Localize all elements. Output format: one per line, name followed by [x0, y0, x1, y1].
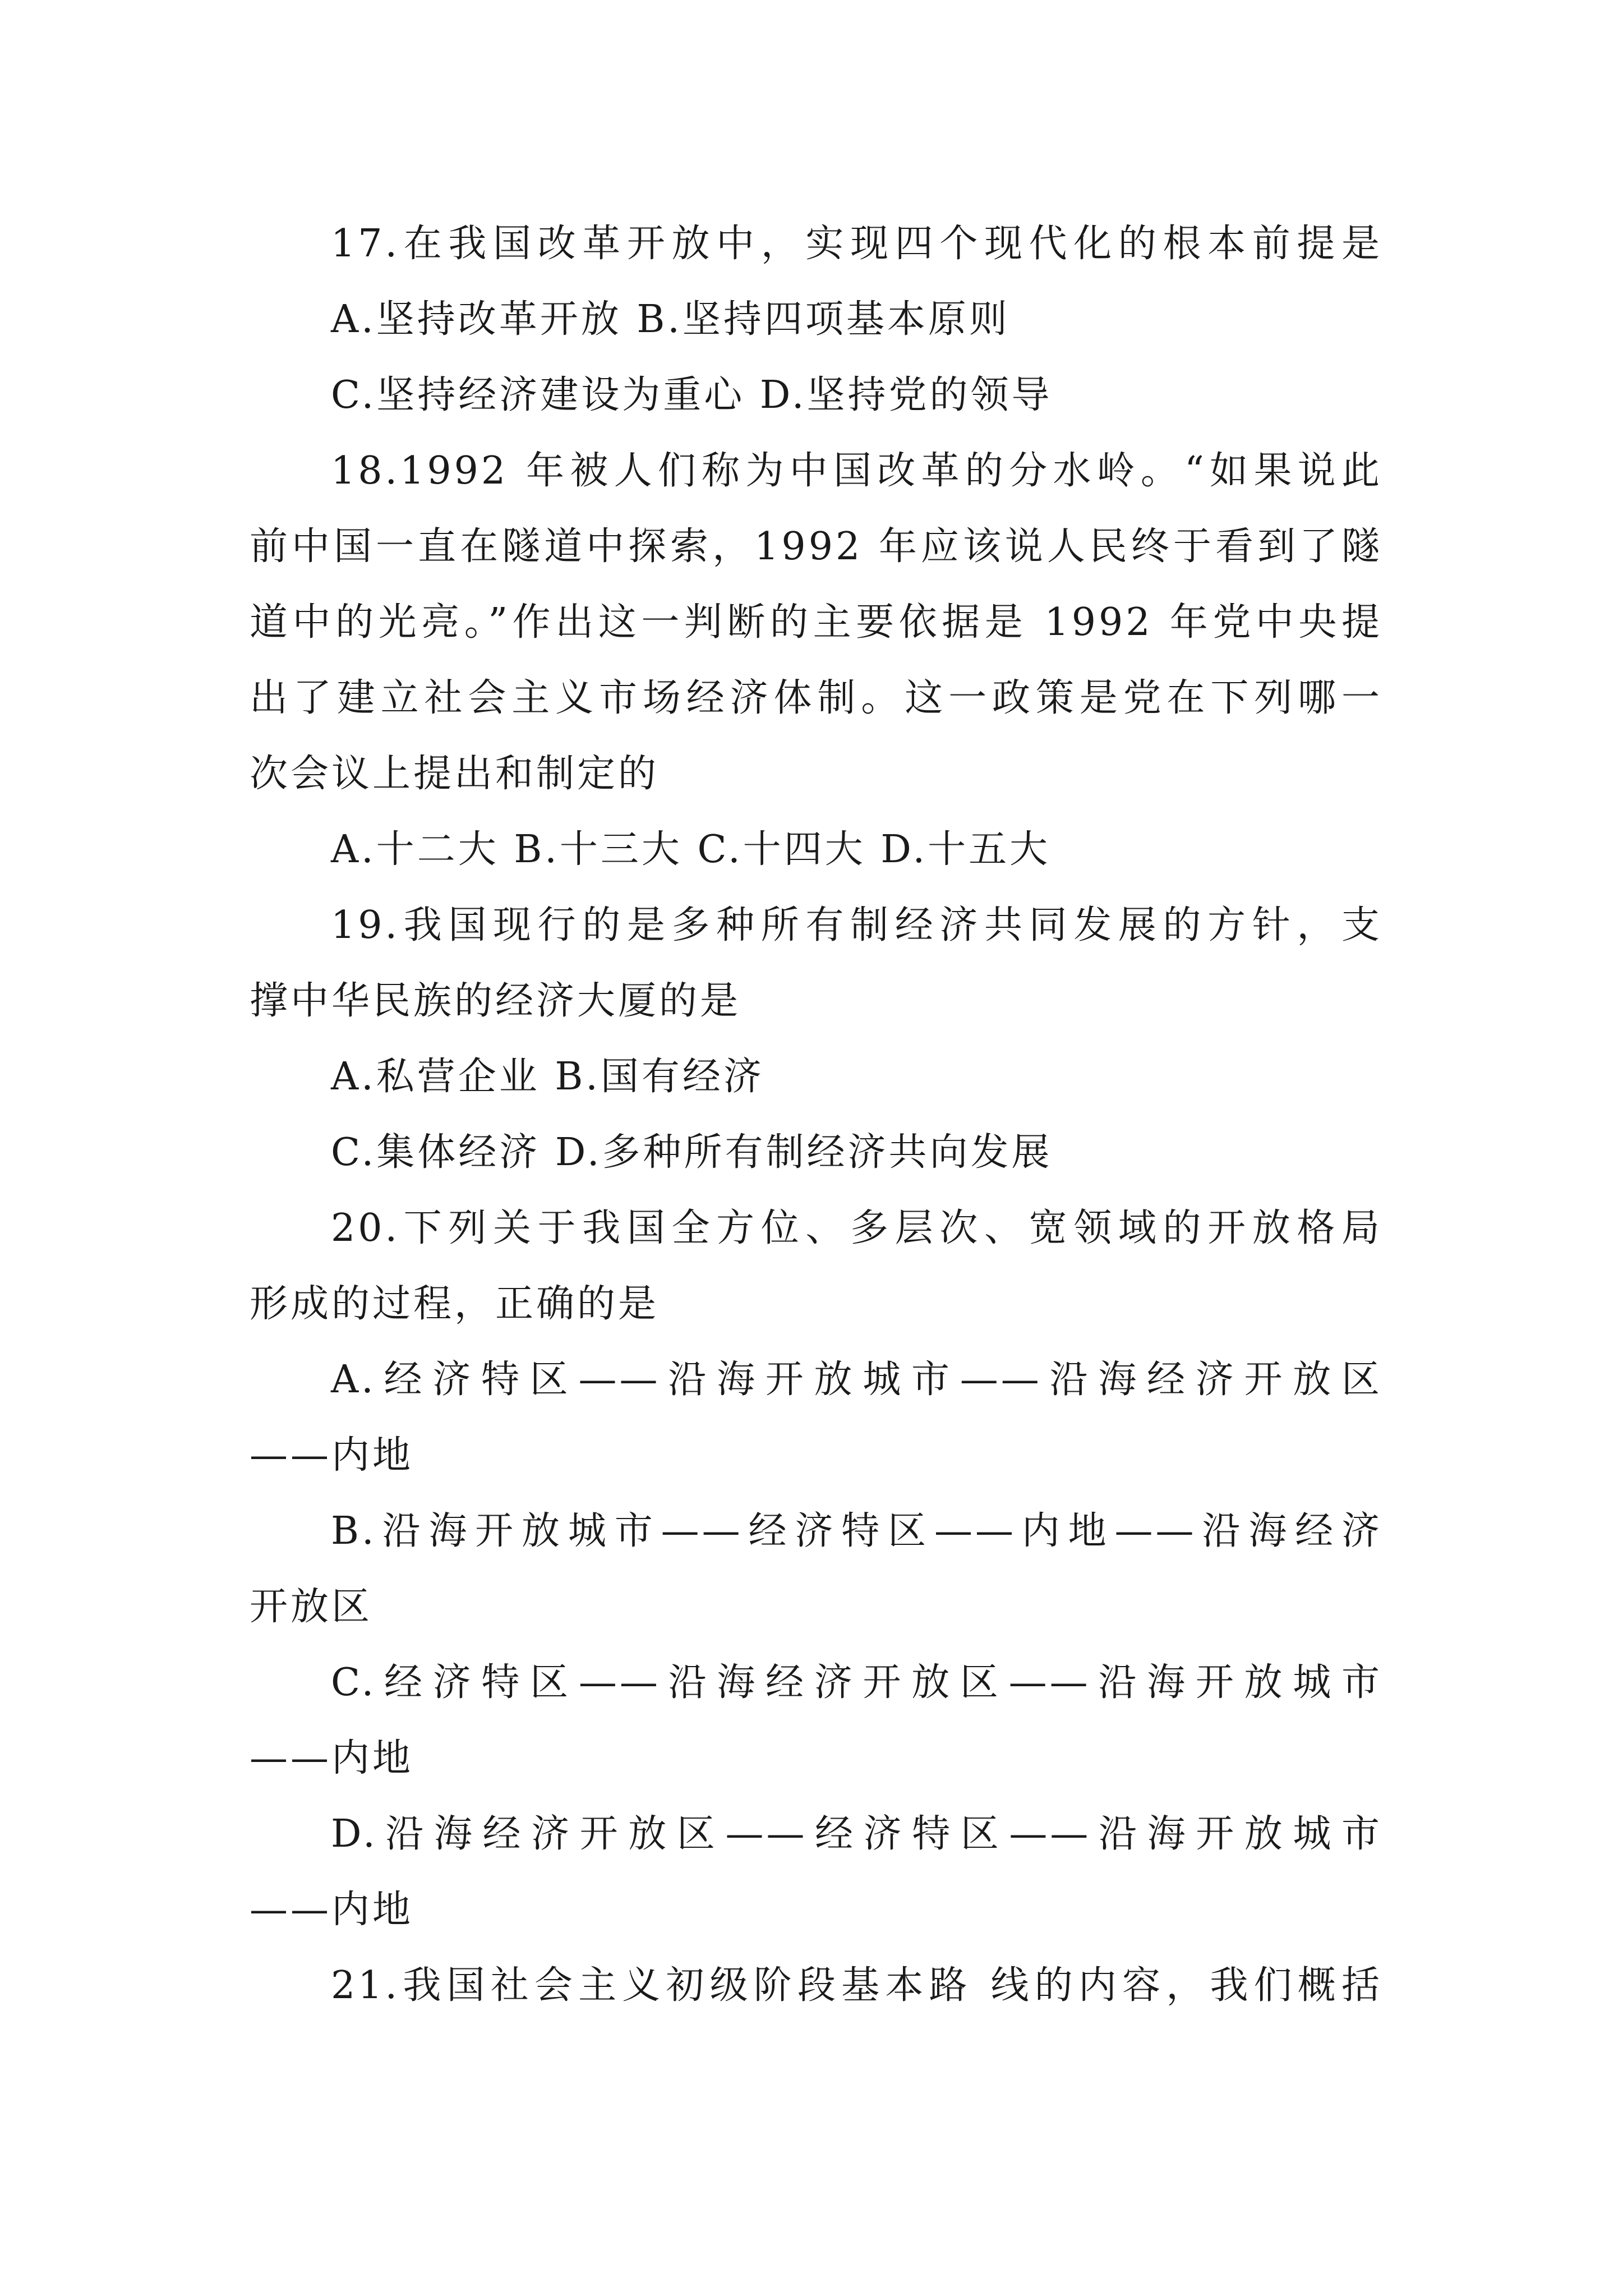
question-18-stem-line-1: 18.1992 年被人们称为中国改革的分水岭。“如果说此 [331, 449, 1382, 493]
question-21-stem: 21.我国社会主义初级阶段基本路 线的内容，我们概括 [331, 1963, 1382, 2008]
question-19-stem-line-2: 撑中华民族的经济大厦的是 [250, 979, 741, 1023]
question-18-stem-line-4: 出了建立社会主义市场经济体制。这一政策是党在下列哪一 [250, 676, 1382, 720]
question-17-options-cd: C.坚持经济建设为重心 D.坚持党的领导 [331, 373, 1053, 417]
question-19-stem-line-1: 19.我国现行的是多种所有制经济共同发展的方针，支 [331, 903, 1382, 947]
question-18-stem-line-3: 道中的光亮。”作出这一判断的主要依据是 1992 年党中央提 [250, 600, 1382, 645]
question-20-option-a-line-1: A.经济特区——沿海开放城市——沿海经济开放区 [331, 1358, 1382, 1402]
question-20-stem-line-1: 20.下列关于我国全方位、多层次、宽领域的开放格局 [331, 1206, 1382, 1250]
question-18-options: A.十二大 B.十三大 C.十四大 D.十五大 [331, 827, 1051, 872]
question-20-option-c-line-1: C.经济特区——沿海经济开放区——沿海开放城市 [331, 1660, 1382, 1705]
question-18-stem-line-5: 次会议上提出和制定的 [250, 752, 660, 796]
question-19-options-cd: C.集体经济 D.多种所有制经济共向发展 [331, 1130, 1053, 1175]
question-20-option-d-line-1: D.沿海经济开放区——经济特区——沿海开放城市 [331, 1812, 1382, 1856]
question-20-option-c-line-2: ——内地 [250, 1736, 414, 1780]
question-20-option-b-line-2: 开放区 [250, 1585, 373, 1629]
question-20-option-a-line-2: ——内地 [250, 1433, 414, 1478]
question-20-option-d-line-2: ——内地 [250, 1888, 414, 1932]
question-18-stem-line-2: 前中国一直在隧道中探索，1992 年应该说人民终于看到了隧 [250, 524, 1382, 569]
question-20-option-b-line-1: B.沿海开放城市——经济特区——内地——沿海经济 [331, 1509, 1382, 1553]
question-17-options-ab: A.坚持改革开放 B.坚持四项基本原则 [331, 297, 1010, 342]
question-20-stem-line-2: 形成的过程，正确的是 [250, 1282, 660, 1326]
question-17-stem: 17.在我国改革开放中，实现四个现代化的根本前提是 [331, 222, 1382, 266]
question-19-options-ab: A.私营企业 B.国有经济 [331, 1055, 764, 1099]
